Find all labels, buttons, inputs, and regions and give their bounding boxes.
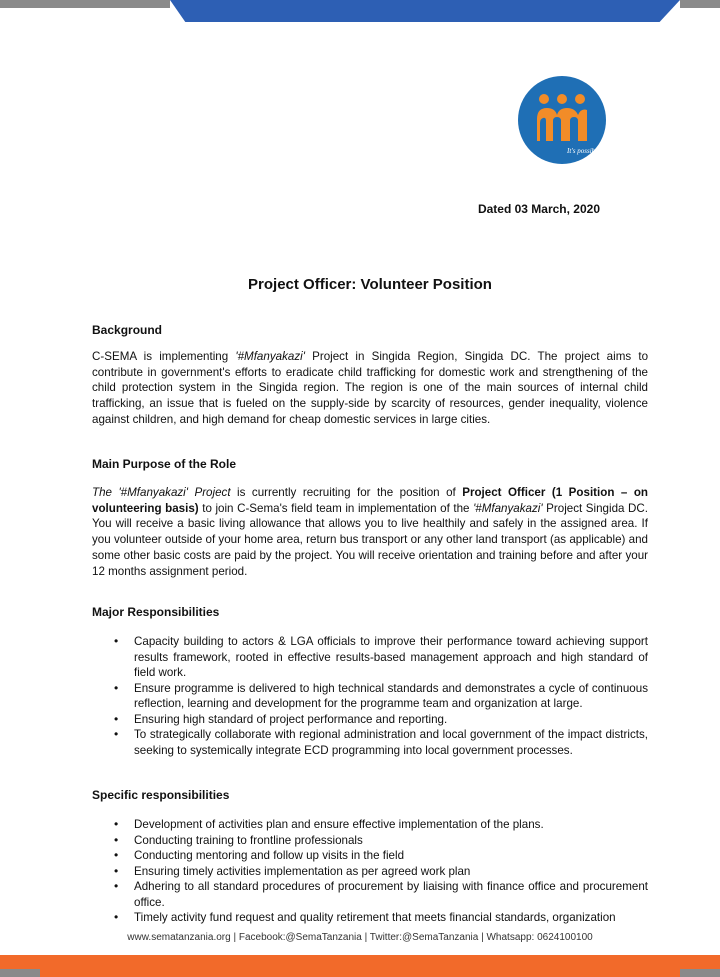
list-item: • Development of activities plan and ensure effective implementation of the plans. bbox=[92, 817, 648, 833]
page-title: Project Officer: Volunteer Position bbox=[248, 276, 492, 293]
footer-contacts: www.sematanzania.org | Facebook:@SemaTanzania | Twitter:@SemaTanzania | Whatsapp: 0624100100 bbox=[127, 932, 593, 943]
project-name-italic: '#Mfanyakazi' bbox=[235, 350, 305, 363]
major-list-wrap bbox=[92, 634, 648, 758]
specific-heading: Specific responsibilities bbox=[92, 788, 230, 802]
list-item: • Conducting training to frontline professionals bbox=[92, 833, 648, 849]
list-item: • To strategically collaborate with regional administration and local government of the impact districts, seeking to systemically integrate ECD programming into local government processes. bbox=[92, 727, 648, 758]
specific-section bbox=[92, 788, 648, 802]
list-item: • Capacity building to actors & LGA officials to improve their performance toward achieving support results framework, rooted in effective results-based management approach and high standard of field work. bbox=[92, 634, 648, 681]
purpose-text-2: to join C-Sema's field team in implementation of the bbox=[198, 501, 474, 515]
bottom-decorative-band bbox=[0, 955, 720, 977]
background-heading: Background bbox=[92, 323, 163, 337]
csema-logo-icon bbox=[517, 75, 607, 165]
top-blue-banner bbox=[170, 0, 680, 22]
purpose-text-3: Project Singida DC. You will receive a basic living allowance that allows you to live healthily and safely in the assigned area. If you volunteer outside of your home area, return bus transport or any other land transport (as applicable) and some other basic costs are paid by the project. You will receive orientation and training before and after your 12 months assignment period. bbox=[92, 501, 649, 578]
bottom-grey-strip-right bbox=[680, 969, 720, 977]
top-grey-strip-right bbox=[680, 0, 720, 8]
major-responsibilities-list bbox=[92, 634, 648, 758]
specific-list-wrap bbox=[92, 817, 648, 928]
logo-tagline: It's possible bbox=[567, 147, 601, 155]
top-decorative-band bbox=[0, 0, 720, 22]
csema-logo bbox=[517, 75, 607, 165]
list-item: • Ensure programme is delivered to high technical standards and demonstrates a cycle of continuous reflection, learning and development for the programme team and organization at large. bbox=[92, 681, 648, 712]
bottom-grey-strip-left bbox=[0, 969, 40, 977]
list-item: • Ensuring timely activities implementation as per agreed work plan bbox=[92, 864, 648, 880]
list-item: • Ensuring high standard of project performance and reporting. bbox=[92, 712, 648, 728]
list-item: • Conducting mentoring and follow up visits in the field bbox=[92, 848, 648, 864]
purpose-position-bold: Project Officer (1 Position – on volunteering basis) bbox=[92, 486, 648, 515]
background-body bbox=[92, 349, 648, 428]
major-heading: Major Responsibilities bbox=[92, 605, 220, 619]
purpose-heading: Main Purpose of the Role bbox=[92, 457, 237, 471]
background-text-1: C-SEMA is implementing bbox=[92, 350, 236, 363]
purpose-text-1: is currently recruiting for the position of bbox=[230, 486, 463, 499]
major-section bbox=[92, 605, 648, 619]
top-grey-strip-left bbox=[0, 0, 170, 8]
list-item: • Timely activity fund request and quality retirement that meets financial standards, organization bbox=[92, 910, 648, 926]
background-paragraph bbox=[92, 349, 648, 428]
purpose-paragraph bbox=[92, 485, 648, 579]
specific-responsibilities-list bbox=[92, 817, 648, 926]
purpose-project-italic: The '#Mfanyakazi' Project bbox=[92, 486, 231, 499]
document-date: Dated 03 March, 2020 bbox=[477, 202, 600, 216]
purpose-body bbox=[92, 485, 648, 579]
background-text-2: Project in Singida Region, Singida DC. The project aims to contribute in government's efforts to eradicate child trafficking for domestic work and strengthening of the child protection system in the Singida region. The region is one of the main sources of internal child trafficking, an issue that is fueled on the supply-side by scarcity of resources, gender inequality, violence against children, and high demand for cheap domestic services in large cities. bbox=[92, 350, 649, 426]
background-section bbox=[92, 323, 648, 337]
purpose-section bbox=[92, 457, 648, 471]
list-item: • Adhering to all standard procedures of procurement by liaising with finance office and procurement office. bbox=[92, 879, 648, 910]
purpose-project-italic-2: '#Mfanyakazi' bbox=[473, 501, 543, 515]
